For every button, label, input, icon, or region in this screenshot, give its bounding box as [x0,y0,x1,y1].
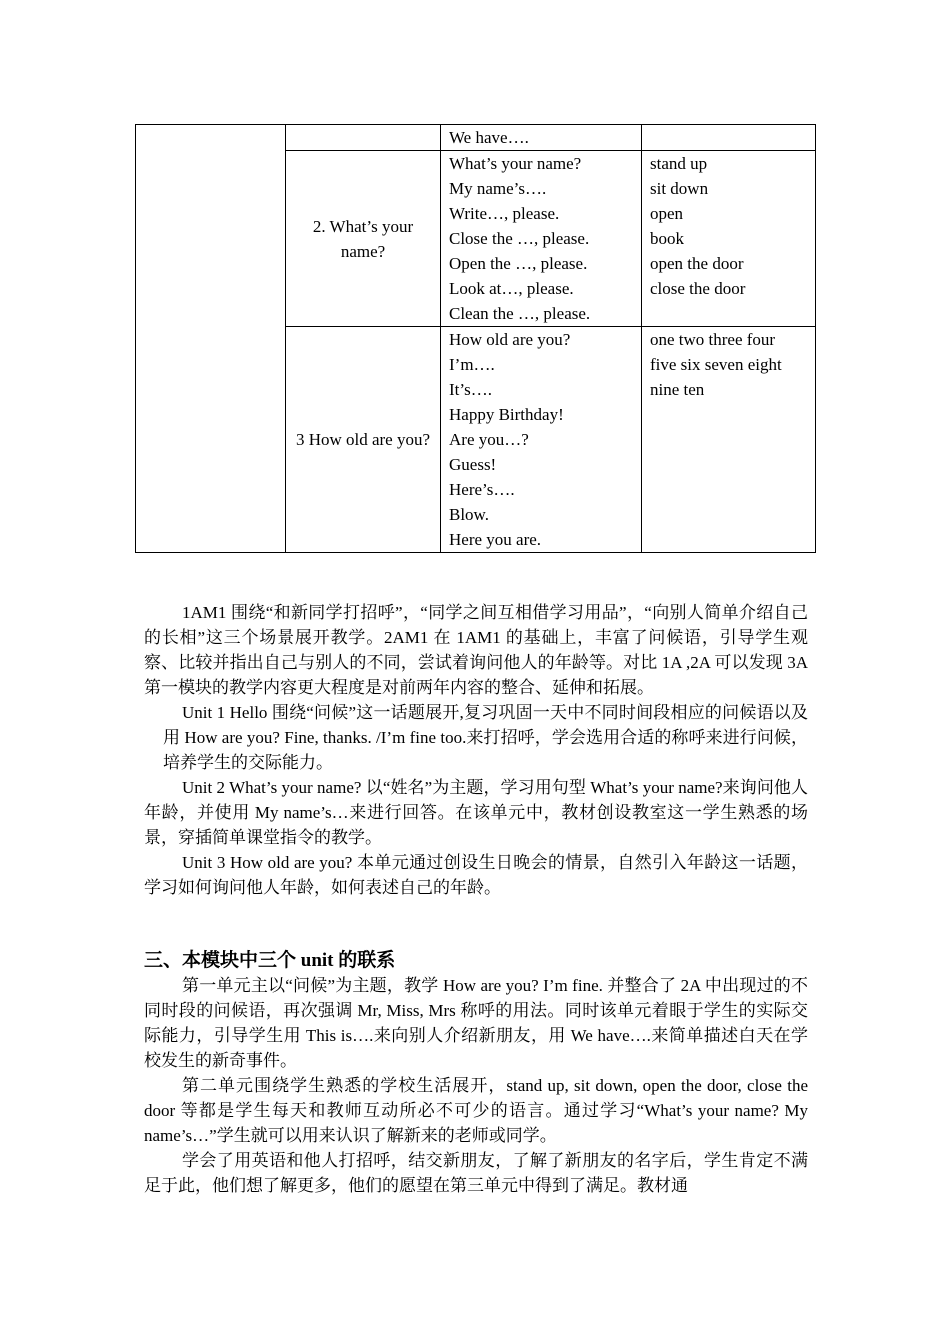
paragraph: Unit 2 What’s your name? 以“姓名”为主题，学习用句型 What’s your name?来询问他人年龄，并使用 My name’s…来进行回答。在该单元中，教材创设教室这一学生熟悉的场景，穿插简单课堂指令的教学。 [144,778,808,847]
sentences-cell [441,327,642,553]
word-line: nine ten [650,380,705,399]
table-row [136,125,816,151]
paragraph: 第一单元主以“问候”为主题，教学 How are you? I’m fine. 并整合了 2A 中出现过的不同时段的问候语，再次强调 Mr, Miss, Mrs 称呼的用法。同时该单元着眼于学生的实际交际能力，引导学生用 This is….来向别人介绍新朋友，用 We have….来简单描述白天在学校发生的新奇事件。 [144,976,808,1070]
sentence-line: We have…. [449,128,529,147]
word-line: book [650,229,684,248]
sentence-line: Open the …, please. [449,254,588,273]
module-cell [136,125,286,553]
word-line: sit down [650,179,709,198]
sentences-cell [441,125,642,151]
section-heading: 三、本模块中三个 unit 的联系 [144,950,396,971]
sentence-line: Write…, please. [449,204,560,223]
words-cell [642,151,816,327]
paragraph: 学会了用英语和他人打招呼，结交新朋友，了解了新朋友的名字后，学生肯定不满足于此，他们想了解更多，他们的愿望在第三单元中得到了满足。教材通 [144,1151,808,1195]
sentence-line: Are you…? [449,430,529,449]
word-line: close the door [650,279,746,298]
paragraph: Unit 1 Hello 围绕“问候”这一话题展开,复习巩固一天中不同时间段相应的问候语以及用 How are you? Fine, thanks. /I’m fine too.来打招呼，学会选用合适的称呼来进行问候，培养学生的交际能力。 [163,703,808,772]
words-cell [642,327,816,553]
paragraph: Unit 3 How old are you? 本单元通过创设生日晚会的情景，自然引入年龄这一话题，学习如何询问他人年龄，如何表述自己的年龄。 [144,853,808,897]
relation-paragraphs [144,973,808,1198]
unit-table [135,124,816,553]
words-cell [642,125,816,151]
sentence-line: It’s…. [449,380,492,399]
unit-cell [286,125,441,151]
unit-cell: 2. What’s your name? [286,151,441,327]
sentence-line: Blow. [449,505,489,524]
sentence-line: Here you are. [449,530,542,549]
word-line: one two three four [650,330,776,349]
unit-cell: 3 How old are you? [286,327,441,553]
sentences-cell [441,151,642,327]
intro-paragraphs [144,600,808,900]
word-line: open [650,204,684,223]
sentence-line: My name’s…. [449,179,547,198]
paragraph: 1AM1 围绕“和新同学打招呼”，“同学之间互相借学习用品”，“向别人简单介绍自己的长相”这三个场景展开教学。2AM1 在 1AM1 的基础上，丰富了问候语，引导学生观察、比较并指出自己与别人的不同，尝试着询问他人的年龄等。对比 1A ,2A 可以发现 3A 第一模块的教学内容更大程度是对前两年内容的整合、延伸和拓展。 [144,603,808,697]
sentence-line: Here’s…. [449,480,515,499]
sentence-line: Happy Birthday! [449,405,564,424]
word-line: open the door [650,254,744,273]
sentence-line: I’m…. [449,355,495,374]
sentence-line: What’s your name? [449,154,582,173]
word-line: stand up [650,154,708,173]
paragraph: 第二单元围绕学生熟悉的学校生活展开，stand up, sit down, open the door, close the door 等都是学生每天和教师互动所必不可少的语言。通过学习“What’s your name? My name’s…”学生就可以用来认识了解新来的老师或同学。 [144,1076,808,1145]
sentence-line: How old are you? [449,330,571,349]
word-line: five six seven eight [650,355,782,374]
sentence-line: Look at…, please. [449,279,574,298]
sentence-line: Close the …, please. [449,229,590,248]
sentence-line: Clean the …, please. [449,304,591,323]
sentence-line: Guess! [449,455,497,474]
